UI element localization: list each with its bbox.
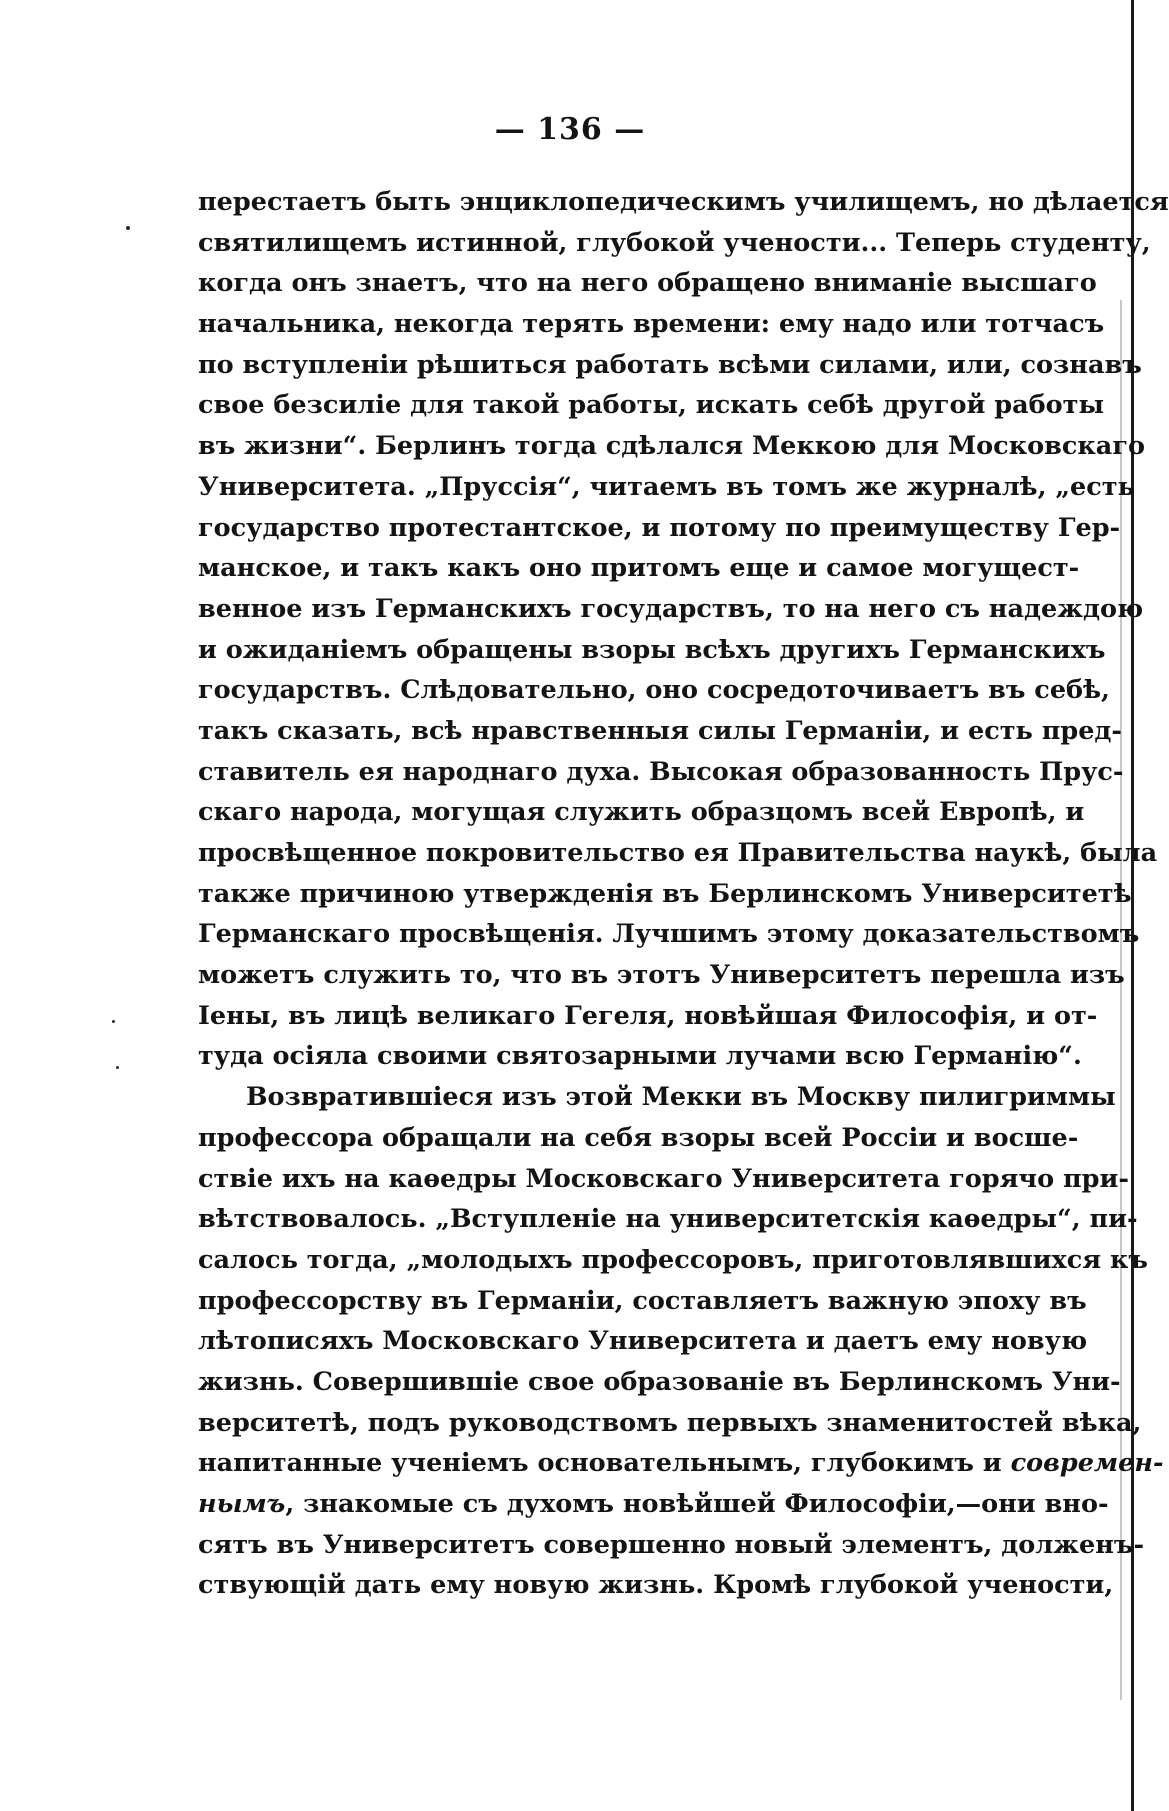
page-edge-shadow bbox=[1120, 300, 1122, 1700]
text-line: манское, и такъ какъ оно притомъ еще и самое могущест- bbox=[198, 553, 1080, 584]
text-line: государство протестантское, и потому по преимуществу Гер- bbox=[198, 512, 1121, 543]
text-line: нымъ, знакомые съ духомъ новѣйшей Философіи,—они вно- bbox=[198, 1489, 1109, 1519]
text-line: просвѣщенное покровительство ея Правительства наукѣ, была bbox=[198, 838, 1158, 868]
text-line: вѣтствовалось. „Вступленіе на университетскія каѳедры“, пи- bbox=[198, 1204, 1138, 1235]
text-line: когда онъ знаетъ, что на него обращено вниманіе высшаго bbox=[198, 268, 1097, 299]
text-line: свое безсиліе для такой работы, искать себѣ другой работы bbox=[198, 390, 1105, 421]
italic-word: современ- bbox=[1010, 1448, 1164, 1479]
page-number: — 136 — bbox=[494, 112, 646, 147]
text-line: профессора обращали на себя взоры всей Россіи и восше- bbox=[198, 1122, 1079, 1153]
text-line: Германскаго просвѣщенія. Лучшимъ этому доказательствомъ bbox=[198, 919, 1140, 950]
text-line: можетъ служить то, что въ этотъ Университетъ перешла изъ bbox=[198, 960, 1125, 991]
text-line: напитанные ученіемъ основательнымъ, глубокимъ и современ- bbox=[198, 1448, 1164, 1479]
text-line: ставитель ея народнаго духа. Высокая образованность Прус- bbox=[198, 756, 1124, 787]
italic-word: нымъ bbox=[198, 1489, 286, 1519]
text-line: также причиною утвержденія въ Берлинскомъ Университетѣ bbox=[198, 878, 1132, 909]
text-line: верситетѣ, подъ руководствомъ первыхъ знаменитостей вѣка, bbox=[198, 1407, 1142, 1438]
text-line: въ жизни“. Берлинъ тогда сдѣлался Меккою для Московскаго bbox=[198, 431, 1145, 462]
body-text bbox=[198, 182, 1169, 1606]
text-line: Университета. „Пруссія“, читаемъ въ томъ же журналѣ, „есть bbox=[198, 471, 1135, 502]
text-line: такъ сказать, всѣ нравственныя силы Германіи, и есть пред- bbox=[198, 715, 1123, 746]
text-line: начальника, некогда терять времени: ему надо или тотчасъ bbox=[198, 309, 1105, 340]
text-line: ствіе ихъ на каѳедры Московскаго Университета горячо при- bbox=[198, 1163, 1129, 1194]
text-line: жизнь. Совершившіе свое образованіе въ Берлинскомъ Уни- bbox=[198, 1366, 1121, 1397]
text-line: перестаетъ быть энциклопедическимъ училищемъ, но дѣлается bbox=[198, 187, 1169, 217]
print-speck bbox=[126, 226, 130, 230]
text-line: туда осіяла своими святозарными лучами всю Германію“. bbox=[198, 1041, 1082, 1072]
text-line: святилищемъ истинной, глубокой учености... Теперь студенту, bbox=[198, 227, 1151, 258]
text-line: ствующій дать ему новую жизнь. Кромѣ глубокой учености, bbox=[198, 1570, 1114, 1601]
text-line: и ожиданіемъ обращены взоры всѣхъ другихъ Германскихъ bbox=[198, 634, 1106, 665]
text-line: скаго народа, могущая служить образцомъ всей Европѣ, и bbox=[198, 797, 1085, 828]
text-line: Іены, въ лицѣ великаго Гегеля, новѣйшая Философія, и от- bbox=[198, 1000, 1098, 1031]
text-line: салось тогда, „молодыхъ профессоровъ, приготовлявшихся къ bbox=[198, 1244, 1148, 1275]
text-line: венное изъ Германскихъ государствъ, то на него съ надеждою bbox=[198, 593, 1144, 624]
print-speck bbox=[112, 1020, 115, 1023]
text-line-paragraph-start: Возвратившіеся изъ этой Мекки въ Москву пилигриммы bbox=[246, 1082, 1116, 1113]
text-line: государствъ. Слѣдовательно, оно сосредоточиваетъ въ себѣ, bbox=[198, 675, 1110, 706]
text-line: профессорству въ Германіи, составляетъ важную эпоху въ bbox=[198, 1285, 1087, 1316]
text-line: лѣтописяхъ Московскаго Университета и даетъ ему новую bbox=[198, 1326, 1088, 1357]
text-line: по вступленіи рѣшиться работать всѣми силами, или, сознавъ bbox=[198, 349, 1142, 380]
text-line: сятъ въ Университетъ совершенно новый элементъ, долженъ- bbox=[198, 1529, 1145, 1560]
print-speck bbox=[116, 1066, 119, 1069]
